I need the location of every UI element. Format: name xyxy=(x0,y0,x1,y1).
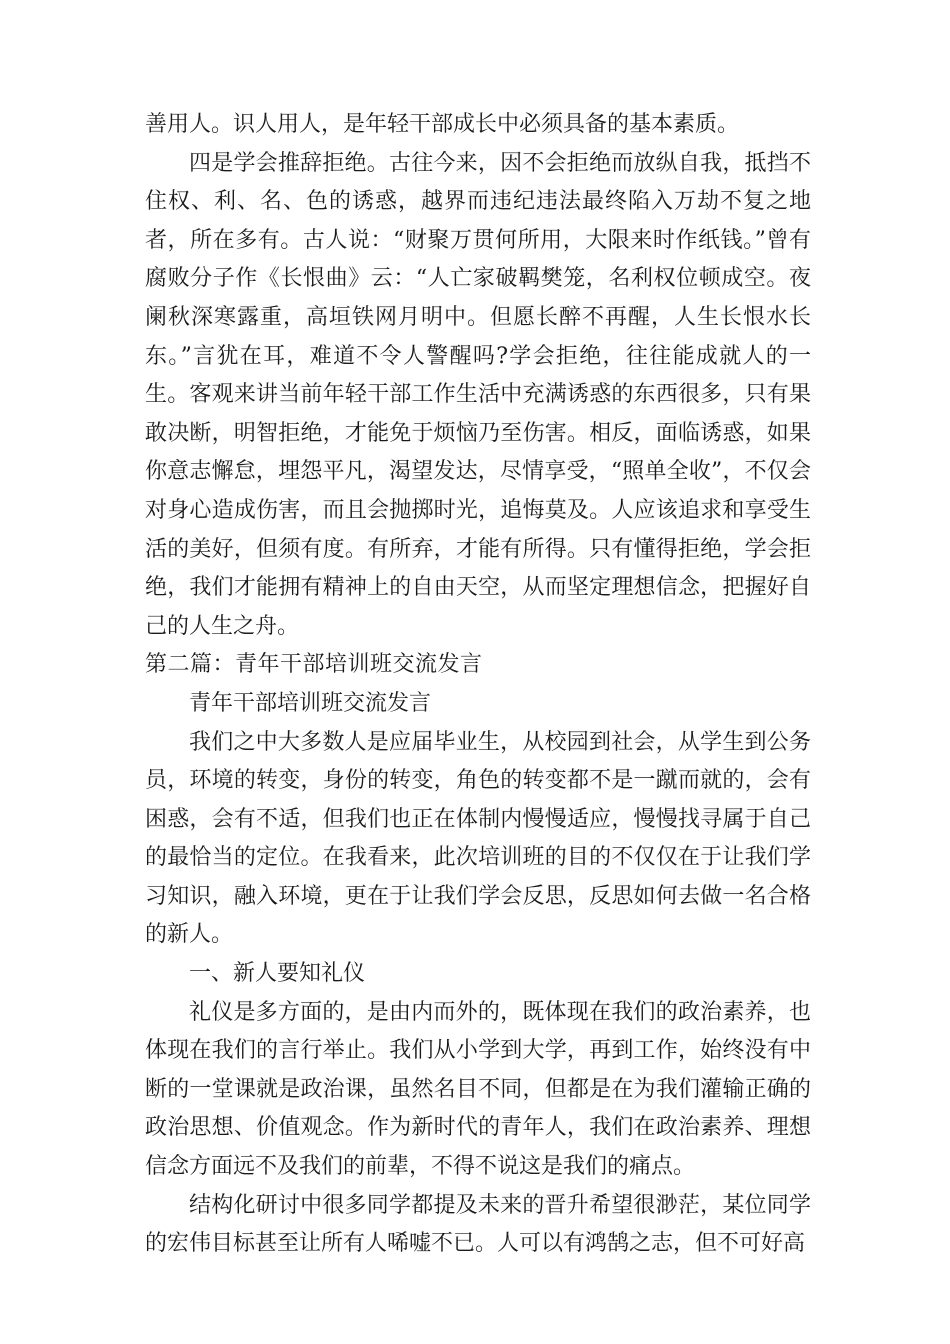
etiquette-paragraph: 礼仪是多方面的，是由内而外的，既体现在我们的政治素养，也体现在我们的言行举止。我们从小学到大学，再到工作，始终没有中断的一堂课就是政治课，虽然名目不同，但都是在为我们灌输正确的政治思想、价值观念。作为新时代的青年人，我们在政治素养、理想信念方面远不及我们的前辈，不得不说这是我们的痛点。 xyxy=(145,999,811,1180)
subsection-heading: 一、新人要知礼仪 xyxy=(189,961,366,987)
document-page xyxy=(145,106,811,1264)
continuation-paragraph: 善用人。识人用人，是年轻干部成长中必须具备的基本素质。 xyxy=(145,112,740,137)
refusal-paragraph: 四是学会推辞拒绝。古往今来，因不会拒绝而放纵自我，抵挡不住权、利、名、色的诱惑，越界而违纪违法最终陷入万劫不复之地者，所在多有。古人说：“财聚万贯何所用，大限来时作纸钱。”曾有腐败分子作《长恨曲》云：“人亡家破羁樊笼，名利权位顿成空。夜阑秋深寒露重，高垣铁网月明中。但愿长醉不再醒，人生长恨水长东。”言犹在耳，难道不令人警醒吗?学会拒绝，往往能成就人的一生。客观来讲当前年轻干部工作生活中充满诱惑的东西很多，只有果敢决断，明智拒绝，才能免于烦恼乃至伤害。相反，面临诱惑，如果你意志懈怠，埋怨平凡，渴望发达，尽情享受，“照单全收”，不仅会对身心造成伤害，而且会抛掷时光，追悔莫及。人应该追求和享受生活的美好，但须有度。有所弃，才能有所得。只有懂得拒绝，学会拒绝，我们才能拥有精神上的自由天空，从而坚定理想信念，把握好自己的人生之舟。 xyxy=(145,150,811,639)
speech-title: 青年干部培训班交流发言 xyxy=(189,690,432,716)
section-heading: 第二篇：青年干部培训班交流发言 xyxy=(145,652,483,678)
intro-paragraph: 我们之中大多数人是应届毕业生，从校园到社会，从学生到公务员，环境的转变，身份的转变，角色的转变都不是一蹴而就的，会有困惑，会有不适，但我们也正在体制内慢慢适应，慢慢找寻属于自己的最恰当的定位。在我看来，此次培训班的目的不仅仅在于让我们学习知识，融入环境，更在于让我们学会反思，反思如何去做一名合格的新人。 xyxy=(145,729,811,948)
ambition-paragraph: 结构化研讨中很多同学都提及未来的晋升希望很渺茫，某位同学的宏伟目标甚至让所有人唏嘘不已。人可以有鸿鹄之志，但不可好高 xyxy=(145,1192,811,1257)
